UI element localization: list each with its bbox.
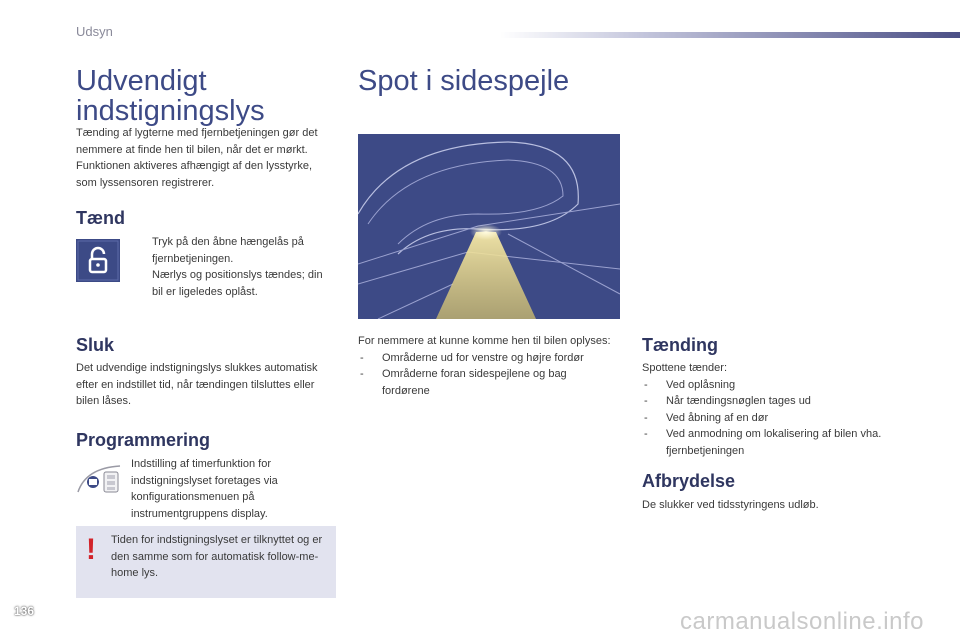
taending-item-2: - Når tændingsnøglen tages ud <box>642 393 892 410</box>
spot-intro: For nemmere at kunne komme hen til bilen oplyses: <box>358 335 611 347</box>
sluk-text: Det udvendige indstigningslys slukkes automatisk efter en indstillet tid, når tændingen tilsluttes eller bilen låses. <box>76 362 318 407</box>
taend-line-2: Nærlys og positionslys tændes; din bil er ligeledes oplåst. <box>152 269 323 298</box>
page-number: 136 <box>14 604 35 618</box>
steering-control-icon <box>76 462 122 500</box>
heading-programmering: Programmering <box>76 430 211 450</box>
programmering-text: Indstilling af timerfunktion for indstigningslyset foretages via konfigurationsmenuen på instrumentgruppens display. <box>131 458 278 520</box>
mirror-spotlight-illustration <box>358 134 620 319</box>
note-text: Tiden for indstigningslyset er tilknyttet og er den samme som for automatisk follow-me-home lys. <box>111 534 323 579</box>
heading-afbrydelse: Afbrydelse <box>642 471 736 491</box>
taending-item-1: - Ved oplåsning <box>642 377 892 394</box>
taending-item-3: - Ved åbning af en dør <box>642 410 892 427</box>
intro-text: Tænding af lygterne med fjernbetjeningen gør det nemmere at finde hen til bilen, når det er mørkt. Funktionen aktiveres afhængigt af den lysstyrke, som lyssensoren registrerer. <box>76 127 318 189</box>
afbrydelse-text: De slukker ved tidsstyringens udløb. <box>642 499 819 511</box>
heading-taending: Tænding <box>642 335 718 355</box>
section-label: Udsyn <box>76 24 113 39</box>
heading-taend: Tænd <box>76 208 125 228</box>
header-bar <box>500 32 960 38</box>
watermark: carmanualsonline.info <box>680 608 924 635</box>
taending-item-4: - Ved anmodning om lokalisering af bilen vha. fjernbetjeningen <box>642 426 892 459</box>
warning-exclamation-icon: ! <box>86 533 96 566</box>
title-line-2: indstigningslys <box>76 95 265 127</box>
title-spot <box>358 66 658 96</box>
taend-line-1: Tryk på den åbne hængelås på fjernbetjeningen. <box>152 236 304 265</box>
taend-instructions <box>134 234 334 300</box>
heading-sluk: Sluk <box>76 335 115 355</box>
title-udvendigt <box>76 66 356 126</box>
open-padlock-icon <box>76 239 120 282</box>
spot-item-1: - Områderne ud for venstre og højre fordør <box>358 350 613 367</box>
title-line-1: Udvendigt <box>76 65 207 97</box>
taending-intro: Spottene tænder: <box>642 362 728 374</box>
spot-title: Spot i sidespejle <box>358 65 570 97</box>
taending-list <box>642 360 892 459</box>
spot-item-2: - Områderne foran sidespejlene og bag fordørene <box>358 366 613 399</box>
spot-description <box>358 333 613 399</box>
